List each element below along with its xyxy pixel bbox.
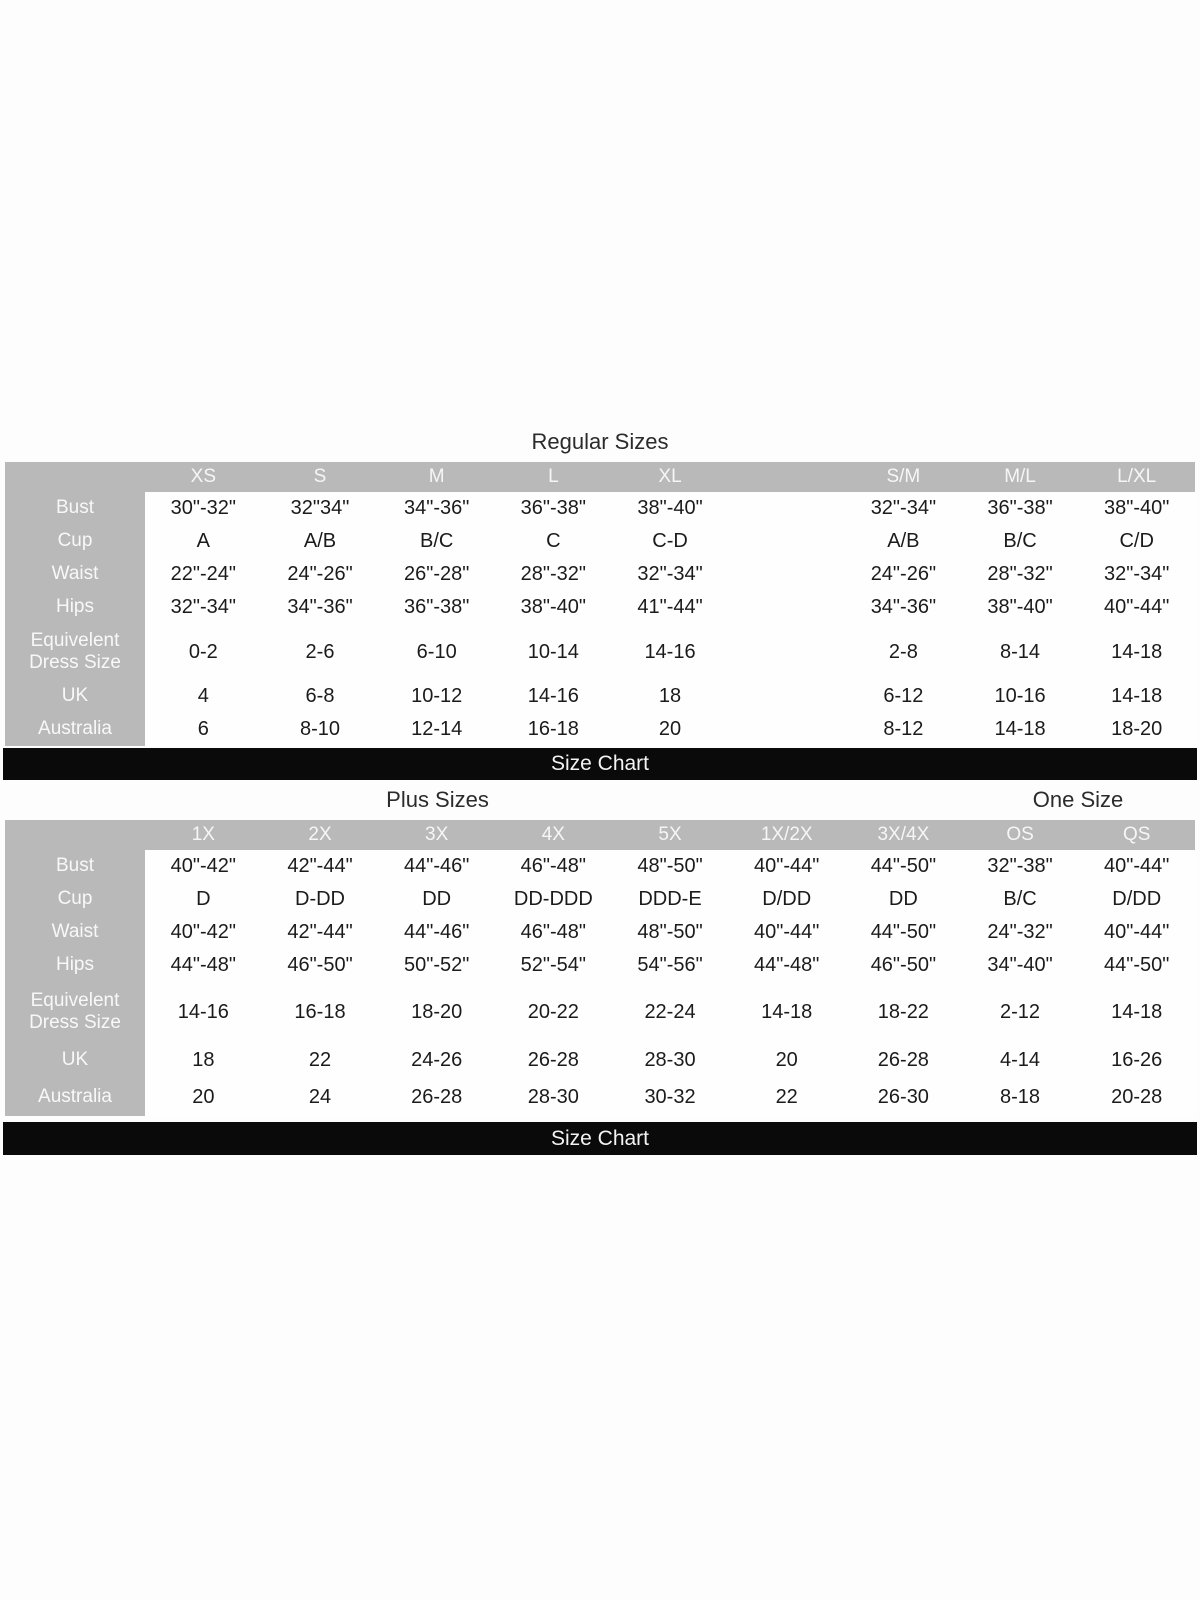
size-cell: 22 xyxy=(728,1079,845,1116)
size-cell: 24"-26" xyxy=(845,558,962,591)
size-cell: 8-18 xyxy=(962,1079,1079,1116)
table-row-hips xyxy=(5,591,1195,624)
size-cell: 8-10 xyxy=(262,713,379,746)
size-cell: 28"-32" xyxy=(495,558,612,591)
size-cell: 38"-40" xyxy=(612,492,729,525)
size-cell: 40"-44" xyxy=(1078,916,1195,949)
column-header-xs: XS xyxy=(190,466,217,487)
size-cell: 28-30 xyxy=(612,1042,729,1079)
size-cell: 18 xyxy=(612,680,729,713)
size-cell: 46"-48" xyxy=(495,916,612,949)
size-chart-bar-label: Size Chart xyxy=(550,1126,650,1150)
size-cell: 32"-34" xyxy=(612,558,729,591)
column-header-1x: 1X xyxy=(191,824,215,845)
size-cell: C/D xyxy=(1078,525,1195,558)
size-cell: D-DD xyxy=(262,883,379,916)
size-cell: 20-28 xyxy=(1078,1079,1195,1116)
table-row-uk xyxy=(5,1042,1195,1079)
size-cell: 26-28 xyxy=(845,1042,962,1079)
size-cell: 14-18 xyxy=(728,982,845,1042)
plus-sizes-title: Plus Sizes xyxy=(386,787,489,812)
size-cell: 10-14 xyxy=(495,624,612,680)
size-cell: 36"-38" xyxy=(378,591,495,624)
size-cell: 42"-44" xyxy=(262,916,379,949)
size-cell: 8-12 xyxy=(845,713,962,746)
size-cell: 2-6 xyxy=(262,624,379,680)
row-label-cup: Cup xyxy=(5,883,145,916)
row-label-waist: Waist xyxy=(5,558,145,591)
row-label-uk: UK xyxy=(5,680,145,713)
size-cell: 44"-48" xyxy=(728,949,845,982)
regular-sizes-title: Regular Sizes xyxy=(531,429,669,454)
regular-header-row xyxy=(5,462,1195,492)
size-cell: 2-8 xyxy=(845,624,962,680)
size-cell: 44"-50" xyxy=(845,850,962,883)
size-cell: 54"-56" xyxy=(612,949,729,982)
size-cell: 40"-44" xyxy=(728,850,845,883)
size-cell: A/B xyxy=(845,525,962,558)
size-cell: 6-8 xyxy=(262,680,379,713)
size-cell: 6-10 xyxy=(378,624,495,680)
size-cell: DD xyxy=(845,883,962,916)
plus-header-row xyxy=(5,820,1195,850)
size-cell: 14-18 xyxy=(1078,680,1195,713)
size-cell: 14-16 xyxy=(612,624,729,680)
size-cell: 40"-44" xyxy=(728,916,845,949)
table-row-uk xyxy=(5,680,1195,713)
size-cell: 46"-50" xyxy=(262,949,379,982)
header-spacer xyxy=(5,462,145,492)
size-cell: 8-14 xyxy=(962,624,1079,680)
size-cell: 44"-50" xyxy=(845,916,962,949)
size-cell: 20 xyxy=(728,1042,845,1079)
table-row-waist xyxy=(5,558,1195,591)
size-cell: 18-22 xyxy=(845,982,962,1042)
row-label-uk: UK xyxy=(5,1042,145,1079)
size-cell: 34"-36" xyxy=(378,492,495,525)
size-cell: 26-28 xyxy=(378,1079,495,1116)
size-cell: D/DD xyxy=(1078,883,1195,916)
table-row-australia xyxy=(5,713,1195,746)
row-label-equivelent-dress-size: Equivelent Dress Size xyxy=(5,982,145,1042)
size-cell: 10-16 xyxy=(962,680,1079,713)
size-cell: 6 xyxy=(145,713,262,746)
size-cell: 30"-32" xyxy=(145,492,262,525)
size-cell: 41"-44" xyxy=(612,591,729,624)
empty-cell xyxy=(728,558,845,591)
size-cell: 28-30 xyxy=(495,1079,612,1116)
size-cell: 10-12 xyxy=(378,680,495,713)
column-header-4x: 4X xyxy=(541,824,565,845)
size-cell: 14-16 xyxy=(495,680,612,713)
column-header-2x: 2X xyxy=(308,824,332,845)
table-row-bust xyxy=(5,492,1195,525)
size-cell: 50"-52" xyxy=(378,949,495,982)
empty-cell xyxy=(728,713,845,746)
size-cell: 24"-26" xyxy=(262,558,379,591)
size-cell: D/DD xyxy=(728,883,845,916)
size-cell: DDD-E xyxy=(612,883,729,916)
size-cell: 46"-48" xyxy=(495,850,612,883)
size-cell: 22"-24" xyxy=(145,558,262,591)
size-cell: 34"-36" xyxy=(845,591,962,624)
header-spacer xyxy=(5,820,145,850)
size-cell: 14-18 xyxy=(962,713,1079,746)
table-row-equivelent-dress-size xyxy=(5,624,1195,680)
size-cell: 26-28 xyxy=(495,1042,612,1079)
size-cell: 40"-44" xyxy=(1078,850,1195,883)
size-cell: DD xyxy=(378,883,495,916)
table-row-cup xyxy=(5,525,1195,558)
plus-sizes-table xyxy=(5,820,1195,1116)
table-row-australia xyxy=(5,1079,1195,1116)
row-label-waist: Waist xyxy=(5,916,145,949)
column-header-m: M xyxy=(428,466,445,487)
regular-size-chart-bar xyxy=(3,748,1197,780)
column-header-s-m: S/M xyxy=(886,466,921,487)
size-cell: 28"-32" xyxy=(962,558,1079,591)
column-header-xl: XL xyxy=(658,466,682,487)
table-row-equivelent-dress-size xyxy=(5,982,1195,1042)
size-cell: 0-2 xyxy=(145,624,262,680)
size-cell: 34"-36" xyxy=(262,591,379,624)
column-header-os: OS xyxy=(1006,824,1034,845)
row-label-hips: Hips xyxy=(5,591,145,624)
size-cell: 32"-34" xyxy=(845,492,962,525)
empty-cell xyxy=(728,492,845,525)
size-cell: DD-DDD xyxy=(495,883,612,916)
empty-cell xyxy=(728,591,845,624)
size-cell: A/B xyxy=(262,525,379,558)
size-cell: 36"-38" xyxy=(495,492,612,525)
size-cell: 30-32 xyxy=(612,1079,729,1116)
size-cell: 18 xyxy=(145,1042,262,1079)
size-cell: 20 xyxy=(612,713,729,746)
size-cell: 32"34" xyxy=(262,492,379,525)
table-row-hips xyxy=(5,949,1195,982)
size-cell: 32"-34" xyxy=(1078,558,1195,591)
column-header-m-l: M/L xyxy=(1004,466,1036,487)
column-header-qs: QS xyxy=(1122,824,1151,845)
row-label-hips: Hips xyxy=(5,949,145,982)
regular-sizes-table xyxy=(5,462,1195,746)
size-cell: 24 xyxy=(262,1079,379,1116)
row-label-equivelent-dress-size: Equivelent Dress Size xyxy=(5,624,145,680)
size-cell: 26"-28" xyxy=(378,558,495,591)
size-cell: 36"-38" xyxy=(962,492,1079,525)
size-cell: 42"-44" xyxy=(262,850,379,883)
size-cell: 16-26 xyxy=(1078,1042,1195,1079)
column-header-l: L xyxy=(548,466,559,487)
size-cell: 40"-42" xyxy=(145,850,262,883)
one-size-title: One Size xyxy=(1032,787,1124,812)
size-cell: 4-14 xyxy=(962,1042,1079,1079)
size-cell: 44"-46" xyxy=(378,916,495,949)
size-cell: 6-12 xyxy=(845,680,962,713)
size-cell: 48"-50" xyxy=(612,850,729,883)
size-cell: 14-16 xyxy=(145,982,262,1042)
size-cell: 14-18 xyxy=(1078,982,1195,1042)
row-label-bust: Bust xyxy=(5,492,145,525)
size-cell: 52"-54" xyxy=(495,949,612,982)
regular-table-body xyxy=(5,492,1195,746)
size-cell: 44"-48" xyxy=(145,949,262,982)
row-label-bust: Bust xyxy=(5,850,145,883)
size-cell: 44"-50" xyxy=(1078,949,1195,982)
size-cell: 44"-46" xyxy=(378,850,495,883)
row-label-australia: Australia xyxy=(5,713,145,746)
size-cell: 20 xyxy=(145,1079,262,1116)
size-cell: B/C xyxy=(378,525,495,558)
size-cell: 22 xyxy=(262,1042,379,1079)
size-cell: 18-20 xyxy=(378,982,495,1042)
column-header-3x-4x: 3X/4X xyxy=(877,824,930,845)
table-row-waist xyxy=(5,916,1195,949)
size-cell: 38"-40" xyxy=(495,591,612,624)
size-cell: 40"-44" xyxy=(1078,591,1195,624)
size-cell: 24-26 xyxy=(378,1042,495,1079)
size-cell: C-D xyxy=(612,525,729,558)
size-cell: 20-22 xyxy=(495,982,612,1042)
empty-cell xyxy=(728,525,845,558)
size-cell: 2-12 xyxy=(962,982,1079,1042)
size-cell: 46"-50" xyxy=(845,949,962,982)
size-cell: D xyxy=(145,883,262,916)
plus-size-chart-bar xyxy=(3,1122,1197,1155)
size-cell: B/C xyxy=(962,883,1079,916)
size-cell: 14-18 xyxy=(1078,624,1195,680)
column-header-l-xl: L/XL xyxy=(1117,466,1157,487)
size-cell: 34"-40" xyxy=(962,949,1079,982)
size-cell: B/C xyxy=(962,525,1079,558)
column-header-3x: 3X xyxy=(425,824,449,845)
column-header-blank xyxy=(728,462,845,492)
column-header-1x-2x: 1X/2X xyxy=(760,824,813,845)
row-label-australia: Australia xyxy=(5,1079,145,1116)
table-row-bust xyxy=(5,850,1195,883)
size-cell: 4 xyxy=(145,680,262,713)
size-cell: 32"-38" xyxy=(962,850,1079,883)
table-row-cup xyxy=(5,883,1195,916)
size-cell: 24"-32" xyxy=(962,916,1079,949)
empty-cell xyxy=(728,680,845,713)
size-cell: 22-24 xyxy=(612,982,729,1042)
size-cell: 32"-34" xyxy=(145,591,262,624)
column-header-s: S xyxy=(313,466,327,487)
size-cell: C xyxy=(495,525,612,558)
size-cell: 40"-42" xyxy=(145,916,262,949)
size-cell: 38"-40" xyxy=(1078,492,1195,525)
size-cell: 16-18 xyxy=(262,982,379,1042)
plus-table-body xyxy=(5,850,1195,1116)
size-chart-bar-label: Size Chart xyxy=(550,752,650,775)
size-cell: 48"-50" xyxy=(612,916,729,949)
column-header-5x: 5X xyxy=(658,824,682,845)
empty-cell xyxy=(728,624,845,680)
size-cell: 26-30 xyxy=(845,1079,962,1116)
size-cell: A xyxy=(145,525,262,558)
row-label-cup: Cup xyxy=(5,525,145,558)
size-cell: 18-20 xyxy=(1078,713,1195,746)
size-cell: 16-18 xyxy=(495,713,612,746)
size-cell: 38"-40" xyxy=(962,591,1079,624)
size-cell: 12-14 xyxy=(378,713,495,746)
